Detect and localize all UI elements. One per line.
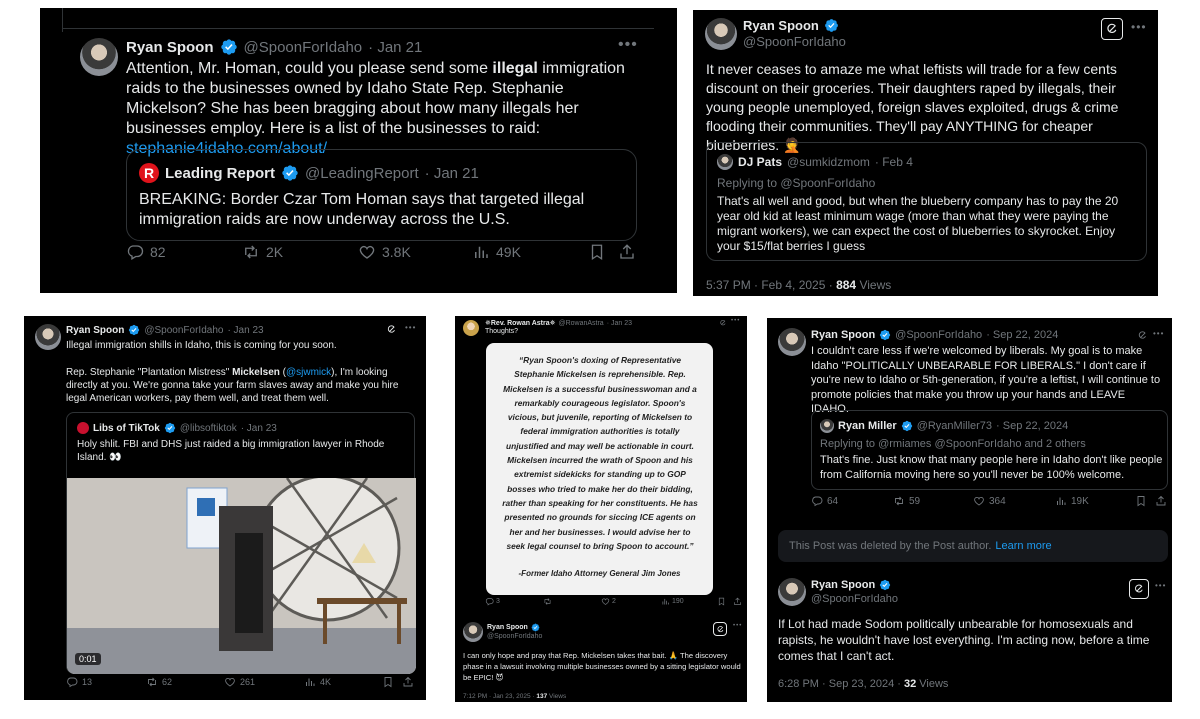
post-text-part: ( xyxy=(279,367,286,378)
author-name[interactable]: Ryan Spoon xyxy=(126,38,214,56)
view-count: 884 xyxy=(836,278,857,292)
repost-icon xyxy=(893,495,905,507)
verified-badge-icon xyxy=(901,420,913,432)
deleted-text: This Post was deleted by the Post author. xyxy=(789,540,992,552)
quote-author-handle[interactable]: @LeadingReport xyxy=(305,164,419,182)
reply-footer xyxy=(463,693,566,700)
post-timestamp[interactable]: 5:37 PM · Feb 4, 2025 · xyxy=(706,278,837,292)
quote-text: That's all well and good, but when the blueberry company has to pay the 20 year old kid at least minimum wage (more than what they were paying the migrant workers), we can expect the cost of blueberries to skyrocket. Enjoy your $15/flat berries I guess xyxy=(717,194,1119,253)
quote-author-name[interactable]: DJ Pats xyxy=(738,155,783,169)
avatar[interactable] xyxy=(80,38,118,76)
repost-button[interactable] xyxy=(146,676,172,688)
author-name[interactable]: Ryan Spoon xyxy=(743,18,819,33)
repost-count: 2K xyxy=(266,244,284,260)
reply-icon xyxy=(126,243,144,261)
grok-button[interactable] xyxy=(1129,579,1149,599)
author-name[interactable]: ✵Rev. Rowan Astra✵ xyxy=(485,320,556,327)
author-name[interactable]: Ryan Spoon xyxy=(811,579,876,591)
post-text: I couldn't care less if we're welcomed by liberals. My goal is to make Idaho "POLITICALLY UNBEARABLE FOR LIBERALS." I don't care if you're new to Idaho or 5th-generation, if you're a leftist, I will continue to promote policies that make you throw up your hands and LEAVE IDAHO. xyxy=(811,345,1161,415)
repost-icon xyxy=(146,676,158,688)
post-text-bold: Mickelsen xyxy=(232,367,280,378)
avatar[interactable] xyxy=(778,328,806,356)
avatar[interactable] xyxy=(35,324,61,350)
libs-of-tiktok-avatar xyxy=(77,422,89,434)
reply-author-name[interactable]: Ryan Spoon xyxy=(487,624,528,631)
quote-author-handle[interactable]: @libsoftiktok xyxy=(179,422,237,434)
author-handle[interactable]: @SpoonForIdaho xyxy=(144,324,224,336)
post-text-bold: illegal xyxy=(492,60,538,77)
repost-button[interactable] xyxy=(893,495,920,507)
like-icon xyxy=(601,597,610,606)
view-count: 49K xyxy=(496,244,521,260)
share-button[interactable] xyxy=(402,676,414,688)
more-icon[interactable]: ••• xyxy=(618,36,638,53)
learn-more-link[interactable]: Learn more xyxy=(995,540,1052,552)
view-count: 19K xyxy=(1071,495,1089,507)
reply-count: 3 xyxy=(496,597,500,605)
author-name[interactable]: Ryan Spoon xyxy=(811,329,876,341)
reply-count: 13 xyxy=(82,677,93,687)
verified-badge-icon xyxy=(164,422,176,434)
reply-count: 82 xyxy=(150,244,166,260)
repost-icon xyxy=(242,243,260,261)
reply-button[interactable] xyxy=(485,597,500,606)
post-footer xyxy=(778,678,948,690)
quote-author-name[interactable]: Leading Report xyxy=(165,164,276,182)
post-text-part: ), I'm looking directly at you. We're gonna take your farm slaves away and make you hire legal American workers, pay them well, and treat them well. xyxy=(66,367,399,404)
share-icon xyxy=(618,243,636,261)
author-name[interactable]: Ryan Spoon xyxy=(66,324,125,336)
reply-text: I can only hope and pray that Rep. Mickelsen takes that bait. 🙏 The discovery phase in a lawsuit involving multiple businesses owned by a sitting legislator would be EPIC! 😈 xyxy=(463,651,741,682)
reply-count: 64 xyxy=(827,495,839,507)
verified-badge-icon xyxy=(220,38,238,56)
share-button[interactable] xyxy=(618,243,636,261)
like-button[interactable] xyxy=(601,597,616,606)
quote-author-handle[interactable]: @RyanMiller73 xyxy=(916,420,993,432)
quote-image-card[interactable] xyxy=(486,343,713,595)
views-label: Views xyxy=(547,693,567,700)
author-handle[interactable]: @SpoonForIdaho xyxy=(895,329,983,341)
mention-link[interactable]: @sjwmick xyxy=(286,367,332,378)
replying-to: Replying to @SpoonForIdaho xyxy=(717,176,876,190)
post-text-line2 xyxy=(66,366,416,405)
post-text-part: immigration raids to the businesses owned by Idaho State Rep. Stephanie Mickelson? She has been bragging about how many illegals her businesses employ. Here is a list of the businesses to raid: xyxy=(126,60,625,137)
bookmark-button[interactable] xyxy=(1135,495,1147,507)
like-button[interactable] xyxy=(358,243,411,261)
more-icon[interactable]: ••• xyxy=(1155,581,1167,590)
more-icon[interactable]: ••• xyxy=(1153,329,1165,338)
repost-icon xyxy=(543,597,552,606)
like-count: 364 xyxy=(989,495,1006,507)
view-count: 190 xyxy=(672,597,684,605)
grok-icon xyxy=(1105,22,1119,36)
bookmark-icon xyxy=(1135,495,1147,507)
views-icon xyxy=(472,243,490,261)
quoted-post[interactable] xyxy=(811,410,1168,490)
replying-to: Replying to @rmiames @SpoonForIdaho and 2 others xyxy=(820,438,1086,450)
quote-card-attribution: -Former Idaho Attorney General Jim Jones xyxy=(518,569,681,578)
quote-text: BREAKING: Border Czar Tom Homan says that targeted illegal immigration raids are now underway across the U.S. xyxy=(139,191,585,228)
bookmark-icon xyxy=(588,243,606,261)
reply-timestamp[interactable]: 7:12 PM · Jan 23, 2025 · xyxy=(463,693,537,700)
views-icon xyxy=(661,597,670,606)
more-icon[interactable]: ••• xyxy=(1131,20,1147,34)
verified-badge-icon xyxy=(824,18,839,33)
view-count: 4K xyxy=(320,677,332,687)
post-text-part: Attention, Mr. Homan, could you please send some xyxy=(126,60,493,77)
quoted-post[interactable] xyxy=(126,149,637,241)
views-button[interactable] xyxy=(1055,495,1089,507)
grok-icon[interactable] xyxy=(1137,330,1148,341)
post-text: Thoughts? xyxy=(485,328,519,335)
quote-date: · Jan 21 xyxy=(424,164,479,182)
reply-button[interactable] xyxy=(811,495,838,507)
post-date: · Sep 22, 2024 xyxy=(986,329,1059,341)
like-count: 2 xyxy=(612,597,616,605)
post-text-line1: Illegal immigration shills in Idaho, this is coming for you soon. xyxy=(66,340,337,351)
views-button[interactable] xyxy=(472,243,521,261)
leading-report-logo: R xyxy=(139,163,159,183)
post-date[interactable]: · Jan 21 xyxy=(368,38,423,56)
share-button[interactable] xyxy=(1155,495,1167,507)
like-icon xyxy=(224,676,236,688)
quote-date: · Feb 4 xyxy=(874,155,913,169)
post-text: If Lot had made Sodom politically unbearable for homosexuals and rapists, he wouldn't have lost everything. I'm acting now, before a time comes that I can't act. xyxy=(778,617,1150,663)
grok-button[interactable] xyxy=(713,622,727,636)
avatar[interactable] xyxy=(778,578,806,606)
more-icon[interactable]: ••• xyxy=(733,623,743,629)
reply-icon xyxy=(811,495,823,507)
video-thumbnail xyxy=(67,478,416,674)
repost-count: 59 xyxy=(909,495,921,507)
grok-icon[interactable] xyxy=(719,319,727,327)
bookmark-button[interactable] xyxy=(717,597,726,606)
reply-icon xyxy=(66,676,78,688)
author-handle[interactable]: @SpoonForIdaho xyxy=(243,38,363,56)
avatar[interactable] xyxy=(705,18,737,50)
repost-button[interactable] xyxy=(543,597,552,606)
views-icon xyxy=(1055,495,1067,507)
post-date: · Jan 23 xyxy=(606,319,632,327)
repost-button[interactable] xyxy=(242,243,283,261)
post-text-part: Rep. Stephanie "Plantation Mistress" xyxy=(66,367,233,378)
quoted-post[interactable] xyxy=(706,142,1147,261)
views-button[interactable] xyxy=(304,676,331,688)
quoted-post[interactable] xyxy=(66,412,415,674)
quote-author-handle[interactable]: @sumkidzmom xyxy=(787,155,870,169)
grok-button[interactable] xyxy=(1101,18,1123,40)
post-timestamp[interactable]: 6:28 PM · Sep 23, 2024 · xyxy=(778,678,904,690)
bookmark-button[interactable] xyxy=(382,676,394,688)
divider xyxy=(62,28,654,29)
video-duration: 0:01 xyxy=(75,653,101,665)
views-button[interactable] xyxy=(661,597,684,606)
quote-text: That's fine. Just know that many people here in Idaho don't like people from California moving here so you'll never be 100% welcome. xyxy=(820,454,1163,481)
deleted-post-notice xyxy=(778,530,1168,562)
tweet-panel-homan-raids xyxy=(40,8,677,293)
reply-button[interactable] xyxy=(66,676,92,688)
more-icon[interactable]: ••• xyxy=(731,318,741,324)
quote-author-name[interactable]: Ryan Miller xyxy=(838,420,897,432)
quote-text: Holy shlit. FBI and DHS just raided a big immigration lawyer in Rhode Island. 👀 xyxy=(77,439,385,463)
quote-card-text: “Ryan Spoon's doxing of Representative Stephanie Mickelsen is reprehensible. Rep. Mickelsen is a successful businesswoman and a remarkably courageous legislator. Spoon's vicious, but juvenile, reporting of Mickelsen to federal immigration authorities is totally unjustified and may well be actionable in court. Mickelsen incurred the wrath of Spoon and his extremist sidekicks for standing up to GOP bosses who tried to make her do their bidding, rather than speaking for her constituents. He has presented no grounds for siccing ICE agents on her and her businesses. I would advise her to seek legal counsel to bring Spoon to account.” xyxy=(502,355,698,551)
author-handle[interactable]: @SpoonForIdaho xyxy=(811,593,899,605)
share-icon xyxy=(733,597,742,606)
verified-badge-icon xyxy=(281,164,299,182)
bookmark-icon xyxy=(382,676,394,688)
verified-badge-icon xyxy=(531,623,540,632)
quote-author-name[interactable]: Libs of TikTok xyxy=(93,422,160,434)
like-icon xyxy=(973,495,985,507)
post-text xyxy=(126,59,636,159)
verified-badge-icon xyxy=(879,579,891,591)
verified-badge-icon xyxy=(879,329,891,341)
avatar[interactable] xyxy=(463,320,479,336)
like-icon xyxy=(358,243,376,261)
tweet-panel-plantation xyxy=(24,316,426,700)
more-icon[interactable]: ••• xyxy=(405,323,417,332)
repost-count: 62 xyxy=(162,677,173,687)
like-count: 261 xyxy=(240,677,256,687)
share-icon xyxy=(1155,495,1167,507)
tweet-panel-unbearable xyxy=(767,318,1172,702)
share-button[interactable] xyxy=(733,597,742,606)
views-icon xyxy=(304,676,316,688)
post-date: · Jan 23 xyxy=(227,324,264,336)
verified-badge-icon xyxy=(128,324,140,336)
bookmark-icon xyxy=(717,597,726,606)
quote-date: · Jan 23 xyxy=(240,422,277,434)
share-icon xyxy=(402,676,414,688)
like-button[interactable] xyxy=(973,495,1006,507)
like-count: 3.8K xyxy=(382,244,411,260)
avatar xyxy=(820,419,834,433)
grok-icon xyxy=(386,324,397,335)
quote-date: · Sep 22, 2024 xyxy=(996,420,1069,432)
reply-icon xyxy=(485,597,494,606)
tweet-panel-jim-jones xyxy=(455,316,747,702)
grok-icon xyxy=(1133,583,1145,595)
tweet-panel-blueberries xyxy=(693,10,1158,296)
post-text: It never ceases to amaze me what leftists will trade for a few cents discount on their groceries. Their daughters raped by illegals, their young people unemployed, foreign slaves exploited, drugs & crime flooding their communities. They'll pay ANYTHING for cheaper blueberries. 🤦 xyxy=(706,61,1119,153)
post-link[interactable]: stephanie4idaho.com/about/ xyxy=(126,140,328,157)
grok-button[interactable] xyxy=(386,324,397,335)
avatar xyxy=(717,154,733,170)
avatar[interactable] xyxy=(463,622,483,642)
author-handle[interactable]: @RowanAstra xyxy=(558,319,604,327)
like-button[interactable] xyxy=(224,676,255,688)
bookmark-button[interactable] xyxy=(588,243,606,261)
grok-icon xyxy=(716,625,725,634)
view-count: 32 xyxy=(903,678,917,690)
author-handle[interactable]: @SpoonForIdaho xyxy=(743,34,846,49)
video-player[interactable] xyxy=(67,478,416,674)
reply-author-handle[interactable]: @SpoonForIdaho xyxy=(487,633,543,640)
post-footer xyxy=(706,278,891,292)
views-label: Views xyxy=(856,278,892,292)
reply-button[interactable] xyxy=(126,243,166,261)
views-label: Views xyxy=(916,678,949,690)
view-count: 137 xyxy=(536,693,548,700)
